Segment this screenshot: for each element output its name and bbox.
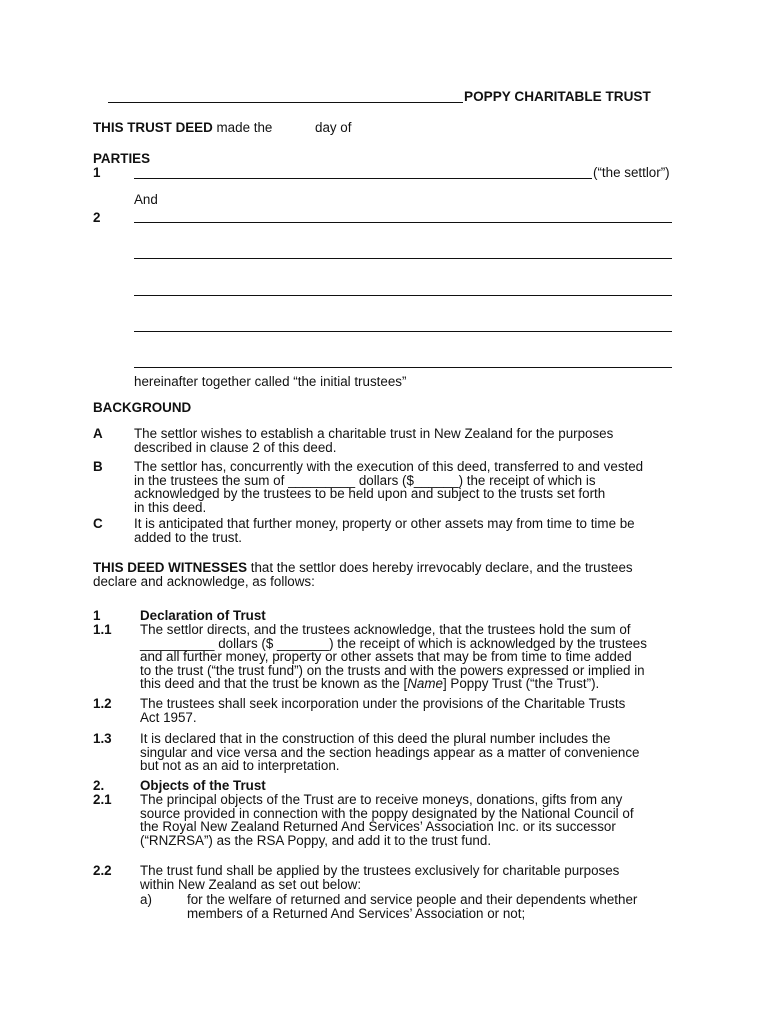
clause-2-2-a-text: for the welfare of returned and service people and their dependents whether members of a Returned And Services’ Association or not; — [187, 892, 638, 921]
trustee-blank-3[interactable] — [134, 295, 672, 296]
background-c-label: C — [93, 516, 103, 531]
section-2-heading: Objects of the Trust — [140, 778, 266, 793]
party-1-suffix: (“the settlor”) — [593, 165, 670, 180]
clause-2-2-number: 2.2 — [93, 863, 112, 878]
section-2-number: 2. — [93, 778, 105, 793]
witnesses-bold: THIS DEED WITNESSES — [93, 560, 248, 575]
opening-made: made the — [216, 120, 273, 135]
party-2-number: 2 — [93, 210, 101, 225]
opening-bold: THIS TRUST DEED — [93, 120, 213, 135]
clause-1-1-number: 1.1 — [93, 622, 112, 637]
trust-name-blank[interactable] — [108, 102, 463, 103]
clause-1-2-text: The trustees shall seek incorporation under the provisions of the Charitable Trusts Act 1957. — [140, 696, 626, 725]
background-b-text: The settlor has, concurrently with the execution of this deed, transferred to and vested in the trustees the sum of _________ dollars ($______) the receipt of which is acknowledged by the trustees to be held upon and subject to the trusts set forth in this deed. — [134, 459, 644, 515]
background-c-text: It is anticipated that further money, property or other assets may from time to time be added to the trust. — [134, 516, 635, 545]
clause-1-3-number: 1.3 — [93, 731, 112, 746]
clause-1-1-text: The settlor directs, and the trustees acknowledge, that the trustees hold the sum of __________ dollars ($ _______) the receipt of which is acknowledged by the trustees and all further money, property or other assets that may be from time to time added to the trust (“the trust fund”) on the trusts and with the powers expressed or implied in this deed and that the trust be known as the [Name] Poppy Trust (“the Trust”). — [140, 622, 647, 692]
and-label: And — [134, 192, 158, 207]
background-a-label: A — [93, 426, 103, 441]
document-title: POPPY CHARITABLE TRUST — [464, 89, 651, 104]
name-placeholder: Name — [407, 676, 443, 692]
background-heading: BACKGROUND — [93, 400, 192, 415]
trustee-blank-2[interactable] — [134, 258, 672, 259]
clause-2-2-a-label: a) — [140, 892, 152, 907]
opening-day: day of — [315, 120, 352, 135]
clause-2-2-text: The trust fund shall be applied by the trustees exclusively for charitable purposes within New Zealand as set out below: — [140, 863, 620, 892]
background-b-label: B — [93, 459, 103, 474]
clause-1-3-text: It is declared that in the construction of this deed the plural number includes the singular and vice versa and the section headings appear as a matter of convenience but not as an aid to interpretation. — [140, 731, 640, 774]
background-a-text: The settlor wishes to establish a charitable trust in New Zealand for the purposes described in clause 2 of this deed. — [134, 426, 614, 455]
trustee-blank-4[interactable] — [134, 331, 672, 332]
witnesses-paragraph: THIS DEED WITNESSES that the settlor does hereby irrevocably declare, and the trustees declare and acknowledge, as follows: — [93, 560, 633, 589]
settlor-name-blank[interactable] — [134, 178, 592, 179]
opening-line — [93, 121, 272, 135]
party-1-number: 1 — [93, 165, 101, 180]
clause-2-1-number: 2.1 — [93, 792, 112, 807]
trustee-blank-1[interactable] — [134, 222, 672, 223]
section-1-heading: Declaration of Trust — [140, 608, 266, 623]
initial-trustees-text: hereinafter together called “the initial trustees” — [134, 374, 407, 389]
clause-2-1-text: The principal objects of the Trust are to receive moneys, donations, gifts from any source provided in connection with the poppy designated by the National Council of the Royal New Zealand Returned And Services’ Association Inc. or its successor (“RNZRSA”) as the RSA Poppy, and add it to the trust fund. — [140, 792, 634, 848]
clause-1-2-number: 1.2 — [93, 696, 112, 711]
parties-heading: PARTIES — [93, 151, 151, 166]
trustee-blank-5[interactable] — [134, 367, 672, 368]
section-1-number: 1 — [93, 608, 101, 623]
